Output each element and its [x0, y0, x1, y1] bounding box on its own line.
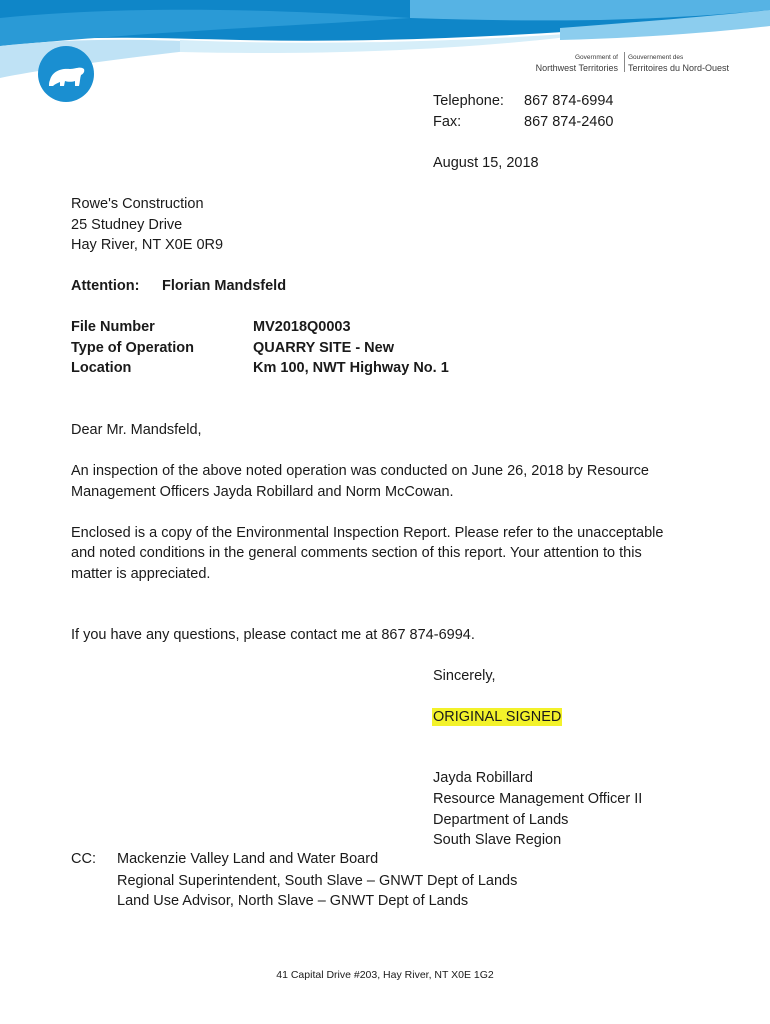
signatory-region: South Slave Region	[433, 832, 562, 848]
file-details	[71, 319, 531, 383]
telephone-label: Telephone:	[433, 93, 504, 109]
paragraph-2-line-1: Enclosed is a copy of the Environmental Inspection Report. Please refer to the unacceptable	[71, 525, 664, 541]
attention-label: Attention:	[71, 278, 140, 294]
telephone-number: 867 874-6994	[524, 93, 614, 109]
paragraph-1-line-2: Management Officers Jayda Robillard and Norm McCowan.	[71, 484, 454, 500]
paragraph-1-line-1: An inspection of the above noted operation was conducted on June 26, 2018 by Resource	[71, 463, 649, 479]
gov-fr-top: Gouvernement des	[628, 54, 684, 61]
cc-label: CC:	[71, 851, 96, 867]
original-signed-stamp	[432, 709, 562, 725]
cc-item: Regional Superintendent, South Slave – GNWT Dept of Lands	[117, 873, 518, 889]
fax-label: Fax:	[433, 114, 462, 130]
fax-line	[433, 114, 614, 130]
paragraph-3: If you have any questions, please contact me at 867 874-6994.	[71, 627, 475, 643]
recipient-company: Rowe's Construction	[71, 196, 204, 212]
cc-item: Mackenzie Valley Land and Water Board	[117, 851, 379, 867]
wordmark-divider	[624, 52, 625, 72]
cc-item: Land Use Advisor, North Slave – GNWT Dept of Lands	[117, 893, 469, 909]
file-number-label: File Number	[71, 319, 155, 335]
signatory-title: Resource Management Officer II	[433, 791, 643, 807]
original-signed-text: ORIGINAL SIGNED	[433, 709, 562, 725]
signatory-department: Department of Lands	[433, 812, 569, 828]
operation-type-label: Type of Operation	[71, 340, 194, 356]
government-wordmark	[514, 52, 729, 74]
gov-en-top: Government of	[575, 54, 618, 61]
telephone-line	[433, 93, 614, 109]
file-number: MV2018Q0003	[253, 319, 351, 335]
gov-fr-name: Territoires du Nord-Ouest	[628, 63, 730, 73]
footer-address: 41 Capital Drive #203, Hay River, NT X0E 1G2	[276, 969, 494, 981]
polar-bear-logo	[36, 44, 96, 104]
fax-number: 867 874-2460	[524, 114, 614, 130]
gov-en-name: Northwest Territories	[535, 63, 618, 73]
recipient-city: Hay River, NT X0E 0R9	[71, 237, 224, 253]
location-value: Km 100, NWT Highway No. 1	[253, 360, 449, 376]
location-label: Location	[71, 360, 132, 376]
attention-name: Florian Mandsfeld	[162, 278, 287, 294]
salutation: Dear Mr. Mandsfeld,	[71, 422, 202, 438]
paragraph-2-line-2: and noted conditions in the general comments section of this report. Your attention to this	[71, 545, 642, 561]
recipient-street: 25 Studney Drive	[71, 217, 183, 233]
signatory-name: Jayda Robillard	[433, 770, 533, 786]
paragraph-2-line-3: matter is appreciated.	[71, 566, 211, 582]
operation-type: QUARRY SITE - New	[253, 340, 394, 356]
sincerely: Sincerely,	[433, 668, 496, 684]
letter-date: August 15, 2018	[433, 155, 539, 171]
